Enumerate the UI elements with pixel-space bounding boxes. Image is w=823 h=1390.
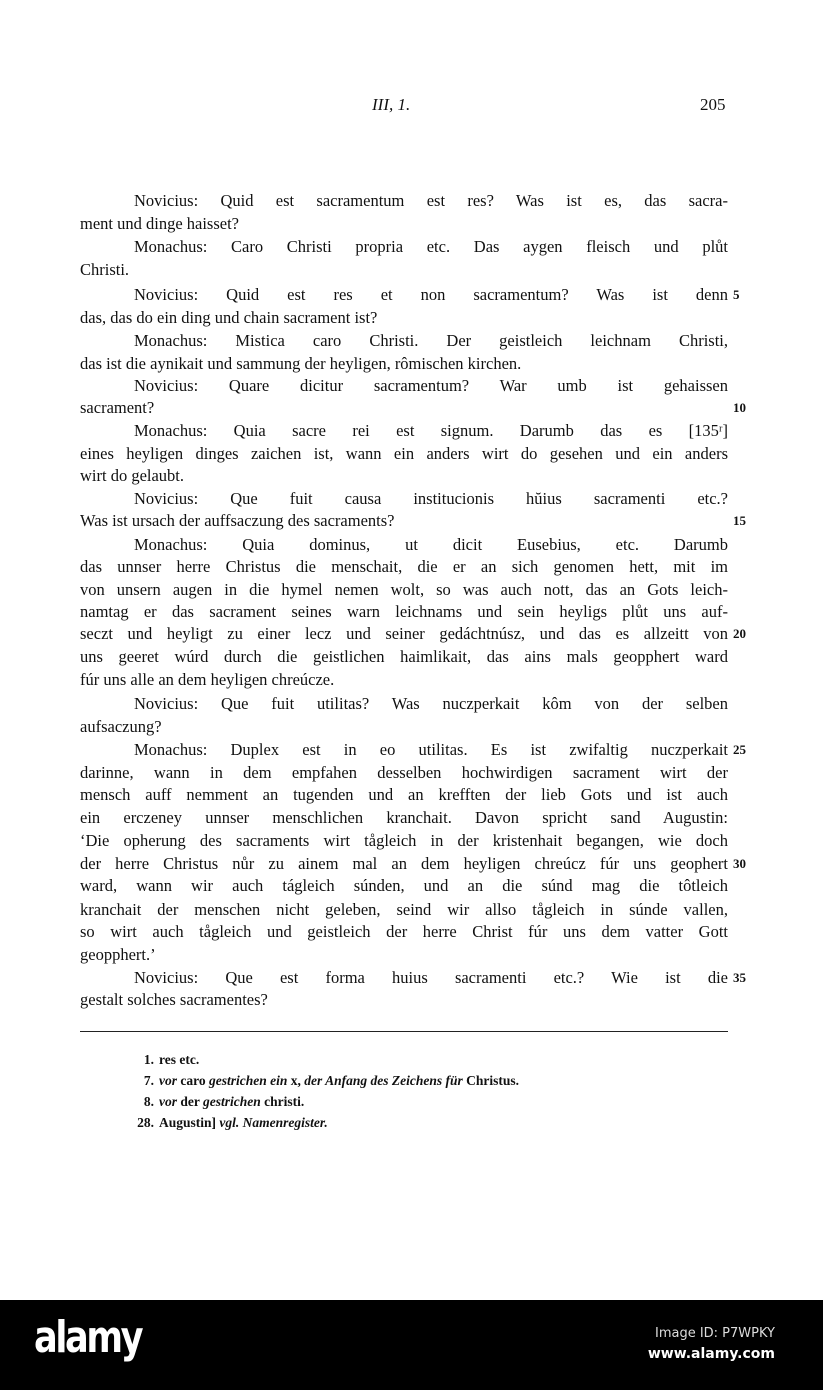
footnote-separator	[80, 1031, 728, 1032]
text-line: Novicius: Quid est res et non sacramentum? Was ist denn	[134, 285, 728, 304]
footnote-text: vor	[159, 1073, 177, 1088]
alamy-logo: alamy	[34, 1312, 142, 1363]
line-number: 20	[733, 626, 746, 641]
text-line: eines heyligen dinges zaichen ist, wann ein anders wirt do gesehen und ein anders	[80, 444, 728, 463]
text-line: seczt und heyligt zu einer lecz und seiner gedáchtnúsz, und das es allzeitt von	[80, 624, 728, 643]
footnote-text: der	[177, 1094, 203, 1109]
line-number: 30	[733, 856, 746, 871]
text-line: sacrament?	[80, 398, 155, 417]
line-number: 10	[733, 400, 746, 415]
section-heading: III, 1.	[372, 95, 411, 114]
footnote	[120, 1071, 519, 1091]
text-line: fúr uns alle an dem heyligen chreúcze.	[80, 670, 335, 689]
footnote	[120, 1113, 328, 1133]
text-line: kranchait der menschen nicht geleben, seind wir allso tågleich in súnde vallen,	[80, 900, 728, 919]
footnote-text: Christus.	[462, 1073, 520, 1088]
line-number: 35	[733, 970, 746, 985]
text-line: von unsern augen in die hymel nemen wolt, so was auch nott, das an Gots leich-	[80, 580, 728, 599]
line-number: 25	[733, 742, 746, 757]
text-line: uns geeret wúrd durch die geistlichen haimlikait, das ains mals geopphert ward	[80, 647, 728, 666]
line-number: 5	[733, 287, 740, 302]
text-line: geopphert.’	[80, 945, 156, 964]
line-number: 15	[733, 513, 746, 528]
text-line: Novicius: Que est forma huius sacramenti etc.? Wie ist die	[134, 968, 728, 987]
footnote-number: 8.	[143, 1094, 154, 1109]
text-line: Novicius: Que fuit utilitas? Was nuczperkait kôm von der selben	[134, 694, 728, 713]
footnote-text: gestrichen ein	[209, 1073, 288, 1088]
footnote	[120, 1092, 304, 1112]
footnote	[120, 1050, 199, 1070]
text-line: ‘Die opherung des sacraments wirt tågleich in der kristenhait begangen, wie doch	[80, 831, 728, 850]
text-line: Novicius: Quid est sacramentum est res? Was ist es, das sacra-	[134, 191, 728, 210]
text-line: Christi.	[80, 260, 130, 279]
footnote-text: vgl. Namenregister.	[219, 1115, 328, 1130]
text-line: Monachus: Quia sacre rei est signum. Darumb das es [135ʳ]	[134, 421, 728, 440]
text-line: ein erczeney unnser menschlichen kranchait. Davon spricht sand Augustin:	[80, 808, 728, 827]
footnote-number: 28.	[137, 1115, 154, 1130]
text-line: Novicius: Quare dicitur sacramentum? War umb ist gehaissen	[134, 376, 728, 395]
image-id: Image ID: P7WPKY	[654, 1326, 775, 1341]
text-line: Was ist ursach der auffsaczung des sacraments?	[80, 511, 395, 530]
text-line: so wirt auch tågleich und geistleich der herre Christ fúr uns dem vatter Gott	[80, 922, 728, 941]
text-line: darinne, wann in dem empfahen desselben hochwirdigen sacrament wirt der	[80, 763, 728, 782]
text-line: Monachus: Quia dominus, ut dicit Eusebius, etc. Darumb	[134, 535, 728, 554]
text-line: Monachus: Duplex est in eo utilitas. Es ist zwifaltig nuczperkait	[134, 740, 728, 759]
footnote-text: caro	[177, 1073, 209, 1088]
text-line: wirt do gelaubt.	[80, 466, 185, 485]
text-line: namtag er das sacrament seines warn leichnams und sein heyligs plůt uns auf-	[80, 602, 728, 621]
text-line: der herre Christus nůr zu ainem mal an dem heyligen chreúcz fúr uns geophert	[80, 854, 728, 873]
footnote-text: x,	[287, 1073, 305, 1088]
footnote-text: christi.	[260, 1094, 305, 1109]
text-line: ment und dinge haisset?	[80, 214, 240, 233]
text-line: das, das do ein ding und chain sacrament ist?	[80, 308, 378, 327]
text-line: Monachus: Caro Christi propria etc. Das aygen fleisch und plůt	[134, 237, 728, 256]
site-url: www.alamy.com	[647, 1346, 775, 1362]
watermark-bar	[0, 1300, 823, 1390]
footnote-text: vor	[159, 1094, 177, 1109]
footnote-text: res etc.	[159, 1052, 200, 1067]
footnote-text: Augustin]	[159, 1115, 220, 1130]
text-line: das unnser herre Christus die menschait, die er an sich genomen hett, mit im	[80, 557, 728, 576]
footnote-text: gestrichen	[203, 1094, 261, 1109]
text-line: Monachus: Mistica caro Christi. Der geistleich leichnam Christi,	[134, 331, 728, 350]
text-line: ward, wann wir auch tágleich súnden, und an die súnd mag die tôtleich	[80, 876, 728, 895]
text-line: aufsaczung?	[80, 717, 162, 736]
page-number: 205	[700, 95, 726, 114]
text-line: gestalt solches sacramentes?	[80, 990, 268, 1009]
text-line: das ist die aynikait und sammung der heyligen, rômischen kirchen.	[80, 354, 522, 373]
text-line: Novicius: Que fuit causa institucionis hŭius sacramenti etc.?	[134, 489, 728, 508]
footnote-text: der Anfang des Zeichens für	[304, 1073, 463, 1088]
footnote-number: 1.	[143, 1052, 154, 1067]
text-line: mensch auff nemment an tugenden und an krefften der lieb Gots und ist auch	[80, 785, 728, 804]
footnote-number: 7.	[143, 1073, 154, 1088]
